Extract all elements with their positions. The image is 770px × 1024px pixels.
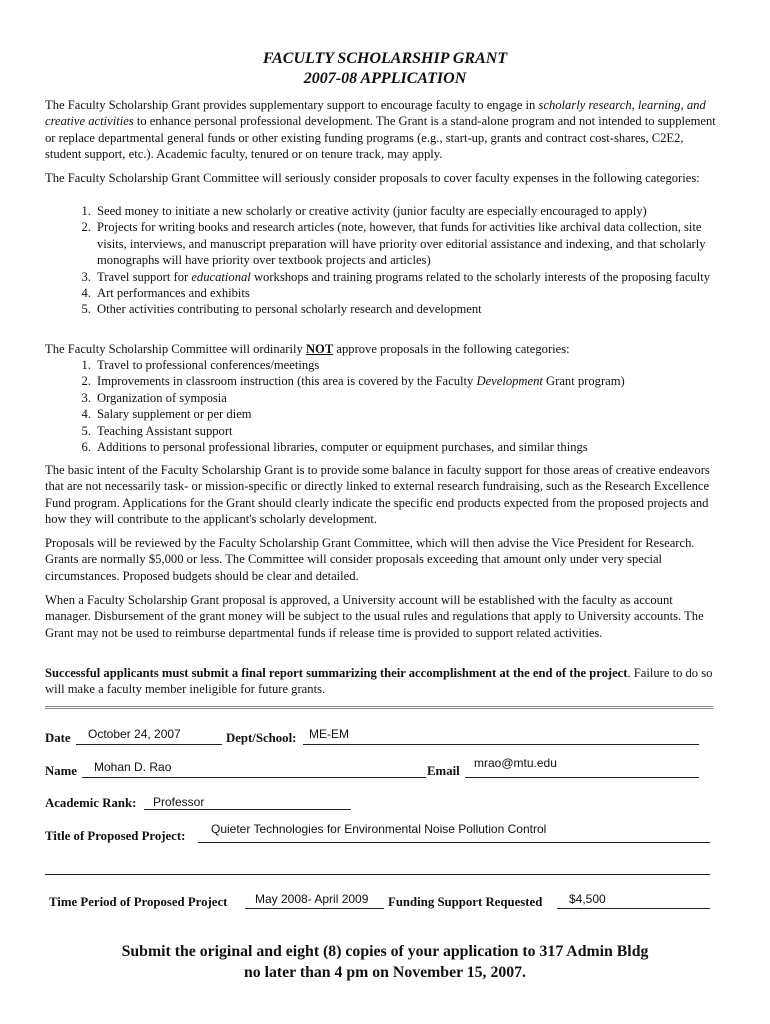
email-label: Email [427,764,460,778]
list-item [45,439,717,455]
list-number: 1. [81,358,91,372]
list-text: Projects for writing books and research articles (note, however, that funds for activities like archival data collection, site visits, interviews, and manuscript preparation will have priority over editorial assistance and indexing, and that scholarly monographs will have priority over textbook projects and articles) [97,220,706,268]
time-period-value: May 2008- April 2009 [255,892,369,906]
list-item [45,390,717,406]
list-number: 5. [81,302,91,317]
list-number: 6. [81,440,91,455]
dept-field[interactable] [303,744,699,745]
funding-field[interactable] [557,908,710,909]
name-value: Mohan D. Rao [94,760,172,774]
list-text-post: Grant program) [542,374,625,389]
final-report-bold: Successful applicants must submit a final report summarizing their accomplishment at the end of the project [45,666,628,680]
list-item [45,423,717,439]
not-approve-text-post: approve proposals in the following categories: [333,342,570,356]
intro-italic: scholarly research, learning, and creative activities [45,98,706,129]
project-title-label: Title of Proposed Project: [45,829,186,843]
final-report-rest: . Failure to do so will make a faculty member ineligible for future grants. [45,666,713,697]
time-period-label: Time Period of Proposed Project [49,895,228,909]
list-number: 2. [81,374,91,389]
date-value: October 24, 2007 [88,727,181,741]
intro-text-2: to enhance personal professional development. The Grant is a stand-alone program and not intended to supplement or replace departmental general funds or other existing funding programs (e.g., start-up, grants and contract cost-shares, C2E2, student support, etc.). Academic faculty, tenured or on tenure track, may apply. [45,114,716,162]
list-number: 3. [81,269,91,284]
list-text: Organization of symposia [97,390,227,405]
list-text-italic: educational [191,269,251,284]
list-item [45,219,717,268]
project-title-field[interactable] [198,842,710,843]
form-title: FACULTY SCHOLARSHIP GRANT [262,50,508,67]
dept-label: Dept/School: [226,731,297,745]
intro-paragraph [45,97,717,163]
review-paragraph: Proposals will be reviewed by the Faculty Scholarship Grant Committee, which will then advise the Vice President for Research. Grants are normally $5,000 or less. The Committee will consider proposals exceeding that amount only under very special circumstances. Proposed budgets should be clear and detailed. [45,536,695,583]
rank-value: Professor [153,795,205,809]
list-item [45,301,717,317]
list-item [45,406,717,422]
form-subtitle: 2007-08 APPLICATION [303,70,467,87]
list-text-pre: Travel support for [97,269,192,284]
list-text: Salary supplement or per diem [97,407,252,422]
approved-paragraph: When a Faculty Scholarship Grant proposal is approved, a University account will be established with the faculty as account manager. Disbursement of the grant money will be subject to the usual rules and regulations that apply to University accounts. The Grant may not be used to reimburse departmental funds if release time is provided to support related activities. [45,593,704,640]
rank-field[interactable] [144,809,351,810]
list-text [97,269,717,285]
date-label: Date [45,731,71,745]
list-item [45,269,717,285]
dept-value: ME-EM [309,727,349,741]
consider-intro: The Faculty Scholarship Grant Committee will seriously consider proposals to cover faculty expenses in the following categories: [45,171,700,185]
section-divider [45,706,713,709]
date-field[interactable] [76,744,222,745]
not-approve-text-pre: The Faculty Scholarship Committee will ordinarily [45,342,306,356]
list-item [45,357,717,373]
list-text: Other activities contributing to personal scholarly research and development [97,302,482,317]
not-approve-intro [45,341,717,357]
list-number: 4. [81,286,91,301]
list-text-italic: Development [476,374,543,389]
list-text: Additions to personal professional libraries, computer or equipment purchases, and similar things [97,440,588,455]
list-item [45,285,717,301]
list-item [45,203,717,219]
list-text: Teaching Assistant support [97,423,233,438]
list-number: 3. [81,390,91,405]
funding-value: $4,500 [569,892,606,906]
list-number: 4. [81,407,91,422]
basic-intent-paragraph: The basic intent of the Faculty Scholarship Grant is to provide some balance in faculty support for those areas of creative endeavors that are not necessarily task- or mission-specific or directly linked to external research fundraising, such as the Research Excellence Fund program. Applications for the Grant should clearly indicate the specific end products expected from the proposed projects and how they will contribute to the applicant's scholarly development. [45,463,710,527]
project-title-value: Quieter Technologies for Environmental Noise Pollution Control [211,822,547,836]
not-emphasis: NOT [305,342,334,356]
project-title-field-line-2[interactable] [45,874,710,875]
email-field[interactable] [465,777,699,778]
time-period-field[interactable] [245,908,384,909]
list-text-pre: Improvements in classroom instruction (this area is covered by the Faculty [97,374,477,389]
not-approve-list [45,357,717,455]
list-number: 5. [81,423,91,438]
list-item [45,373,717,389]
intro-text-1: The Faculty Scholarship Grant provides supplementary support to encourage faculty to engage in [45,98,539,112]
consider-list [45,203,717,318]
list-text: Travel to professional conferences/meetings [97,358,320,372]
list-number: 2. [81,220,91,235]
list-text: Art performances and exhibits [97,286,250,301]
name-label: Name [45,764,77,778]
email-value: mrao@mtu.edu [474,756,557,770]
rank-label: Academic Rank: [45,796,137,810]
list-text [97,373,717,389]
list-text-post: workshops and training programs related to the scholarly interests of the proposing faculty [250,269,711,284]
submit-instructions-line-2: no later than 4 pm on November 15, 2007. [243,964,526,981]
final-report-paragraph [45,665,717,698]
name-field[interactable] [82,777,426,778]
list-text: Seed money to initiate a new scholarly or creative activity (junior faculty are especially encouraged to apply) [97,204,647,218]
list-number: 1. [81,204,91,218]
submit-instructions-line-1: Submit the original and eight (8) copies of your application to 317 Admin Bldg [121,943,649,960]
funding-label: Funding Support Requested [388,895,543,909]
